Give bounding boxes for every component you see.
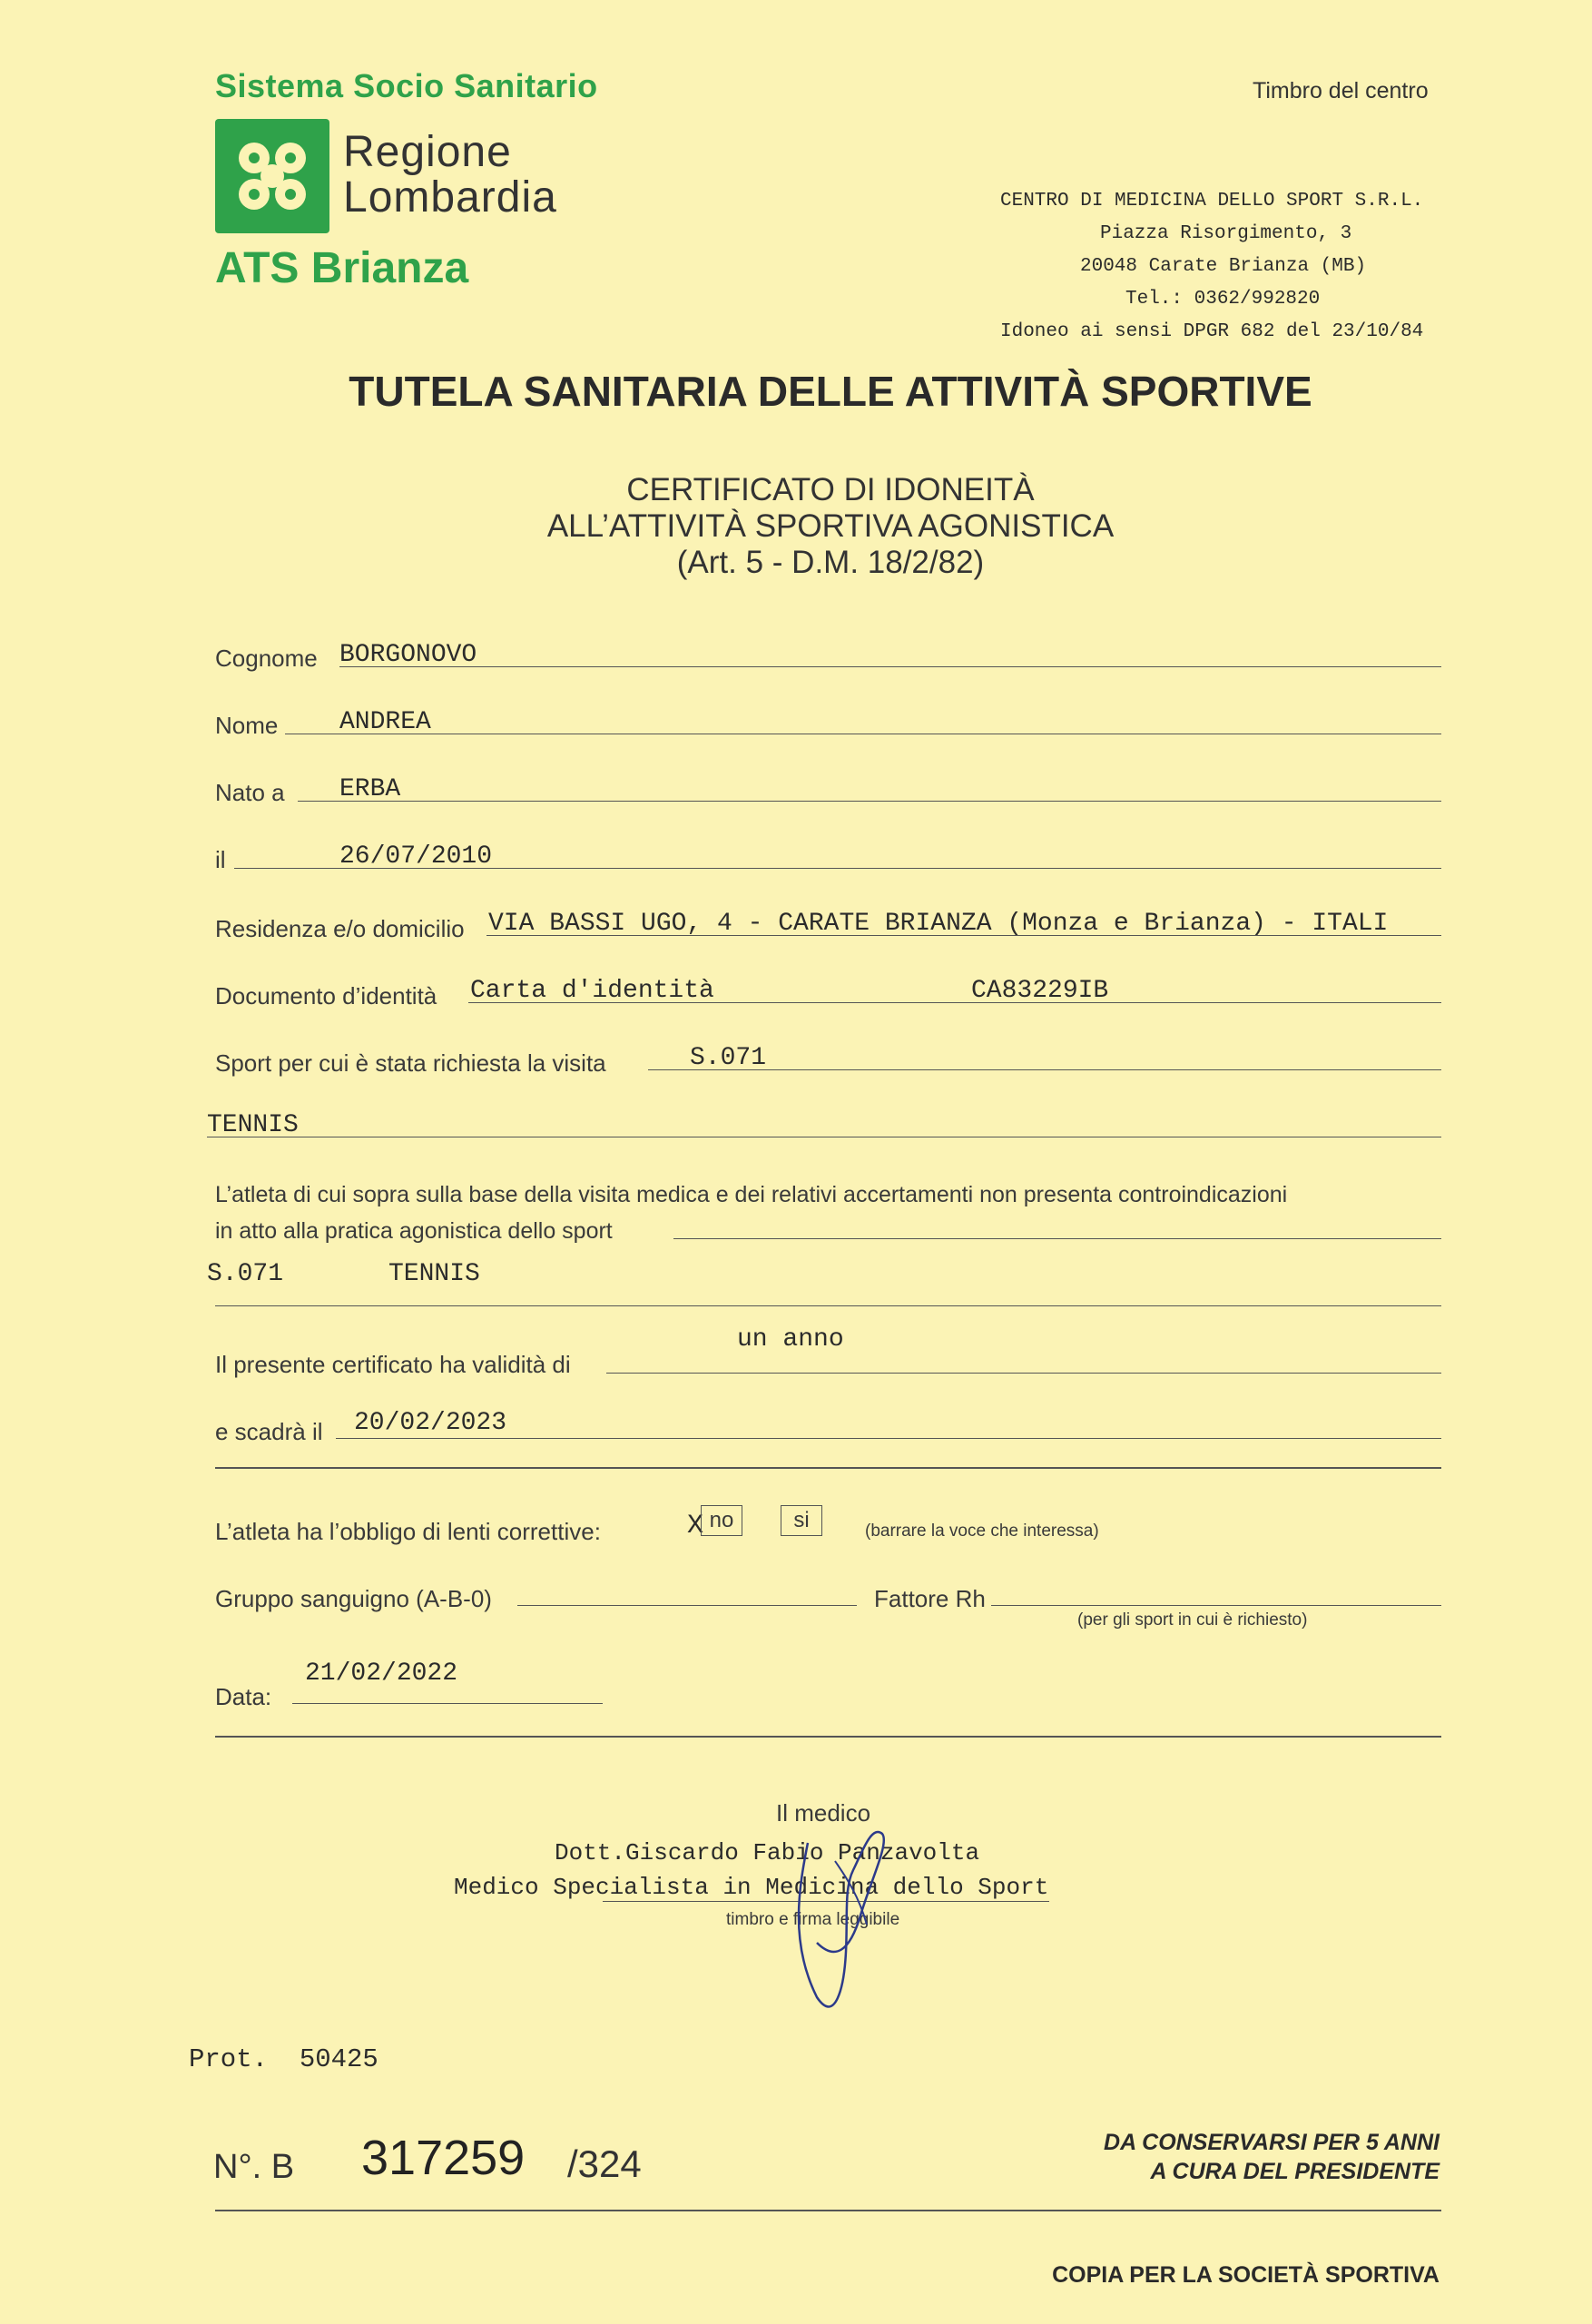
blood-group-line (517, 1605, 857, 1606)
validity-label: Il presente certificato ha validità di (215, 1351, 571, 1378)
statement-sport-line (215, 1305, 1441, 1306)
lenses-mark: X (687, 1511, 704, 1541)
certificate-title-line1: CERTIFICATO DI IDONEITÀ (626, 472, 1035, 507)
date-label: Data: (215, 1683, 272, 1710)
certificate-title-line2: ALL’ATTIVITÀ SPORTIVA AGONISTICA (546, 508, 1115, 544)
il-label: il (215, 846, 226, 873)
documento-line (468, 1002, 1441, 1003)
footer-divider (215, 2210, 1441, 2211)
protocol-number: Prot. 50425 (189, 2044, 378, 2074)
nome-label: Nome (215, 712, 279, 739)
doctor-signature (781, 1807, 908, 2034)
expiry-label: e scadrà il (215, 1418, 323, 1445)
doctor-name: Dott.Giscardo Fabio Panzavolta (555, 1839, 980, 1866)
doctor-label: Il medico (776, 1799, 871, 1827)
residenza-value: VIA BASSI UGO, 4 - CARATE BRIANZA (Monza e Brianza) - ITALI (488, 910, 1389, 938)
center-phone: Tel.: 0362/992820 (1125, 289, 1321, 310)
retention-note-line2: A CURA DEL PRESIDENTE (1150, 2159, 1440, 2184)
rh-line (991, 1605, 1441, 1606)
statement-sport-name: TENNIS (388, 1260, 480, 1288)
documento-label: Documento d’identità (215, 982, 437, 1009)
date-line (292, 1703, 603, 1704)
expiry-value: 20/02/2023 (354, 1409, 507, 1437)
page-title: TUTELA SANITARIA DELLE ATTIVITÀ SPORTIVE (349, 368, 1312, 415)
statement-line2: in atto alla pratica agonistica dello sport (215, 1218, 613, 1244)
sport-label: Sport per cui è stata richiesta la visita (215, 1049, 606, 1077)
sport-line (648, 1069, 1441, 1070)
retention-note-line1: DA CONSERVARSI PER 5 ANNI (1104, 2130, 1440, 2155)
certificate-no-label: N°. B (213, 2148, 295, 2186)
nato-line (298, 801, 1441, 802)
validity-line (606, 1373, 1441, 1374)
center-address: Piazza Risorgimento, 3 (1100, 223, 1352, 244)
residenza-line (486, 935, 1441, 936)
ats-name: ATS Brianza (215, 244, 469, 292)
center-name: CENTRO DI MEDICINA DELLO SPORT S.R.L. (1000, 191, 1424, 212)
copy-label: COPIA PER LA SOCIETÀ SPORTIVA (1052, 2262, 1440, 2288)
statement-line (673, 1238, 1441, 1239)
regione-logo-icon (215, 119, 329, 233)
expiry-line (336, 1438, 1441, 1439)
sign-note: timbro e firma leggibile (726, 1910, 900, 1929)
system-name: Sistema Socio Sanitario (215, 67, 598, 104)
region-name-line2: Lombardia (343, 173, 557, 222)
certificate-title-line3: (Art. 5 - D.M. 18/2/82) (676, 545, 985, 580)
nome-value: ANDREA (339, 708, 431, 736)
rh-label: Fattore Rh (874, 1585, 986, 1612)
certificate-number: 317259 (361, 2131, 526, 2185)
lenses-label: L’atleta ha l’obbligo di lenti correttive: (215, 1518, 601, 1545)
documento-numero-value: CA83229IB (971, 977, 1109, 1005)
residenza-label: Residenza e/o domicilio (215, 915, 465, 942)
statement-line1: L’atleta di cui sopra sulla base della visita medica e dei relativi accertamenti non presenta controindicazioni (215, 1182, 1288, 1207)
lenses-note: (barrare la voce che interessa) (865, 1521, 1099, 1541)
lenses-no-checkbox[interactable]: no (701, 1505, 742, 1536)
region-name-line1: Regione (343, 128, 512, 176)
blood-group-label: Gruppo sanguigno (A-B-0) (215, 1585, 492, 1612)
statement-sport-code: S.071 (207, 1260, 284, 1288)
nato-label: Nato a (215, 779, 285, 806)
date-value: 21/02/2022 (305, 1659, 458, 1688)
nato-value: ERBA (339, 775, 401, 803)
blood-note: (per gli sport in cui è richiesto) (1077, 1610, 1308, 1630)
birth-date-value: 26/07/2010 (339, 842, 493, 871)
documento-tipo-value: Carta d'identità (470, 977, 714, 1005)
certificate-number-suffix: /324 (567, 2142, 642, 2185)
cognome-label: Cognome (215, 645, 318, 672)
doctor-title: Medico Specialista in Medicina dello Sport (454, 1874, 1049, 1901)
date-divider (215, 1736, 1441, 1738)
lenses-si-checkbox[interactable]: si (781, 1505, 822, 1536)
center-approval: Idoneo ai sensi DPGR 682 del 23/10/84 (1000, 321, 1424, 342)
center-city: 20048 Carate Brianza (MB) (1080, 256, 1367, 277)
birth-date-line (234, 868, 1441, 869)
stamp-label: Timbro del centro (1253, 78, 1429, 103)
cognome-value: BORGONOVO (339, 641, 477, 669)
validity-value: un anno (737, 1325, 844, 1354)
section-divider (215, 1467, 1441, 1469)
cognome-line (339, 666, 1441, 667)
sport-name-value: TENNIS (207, 1111, 299, 1139)
sport-code-value: S.071 (690, 1044, 767, 1072)
